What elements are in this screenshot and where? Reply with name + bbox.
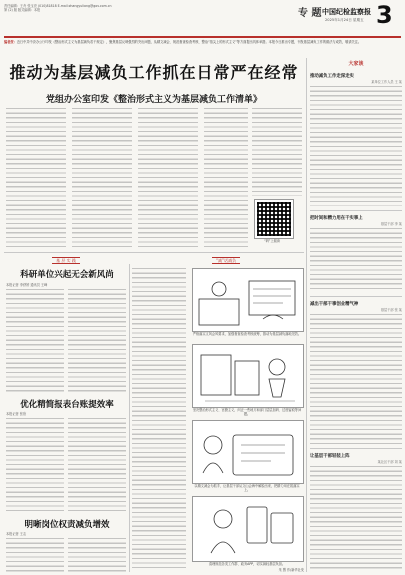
header-meta xyxy=(4,4,164,12)
sidebar-item-3-text xyxy=(310,314,402,444)
main-subhead: 党组办公室印发《整治形式主义为基层减负工作清单》 xyxy=(45,95,262,105)
story-3-title: 明晰岗位权责减负增效 xyxy=(24,520,110,530)
sidebar-rule-1 xyxy=(310,210,402,211)
sidebar xyxy=(310,60,402,572)
qr-caption: “码”上阅读 xyxy=(263,239,281,243)
section-tag-illustration: “减”话减负 xyxy=(166,258,286,264)
cartoon-2-caption: 坚决整治形式主义、官僚主义，纠正一些地方和部门层层加码、过度留痕等问题。 xyxy=(192,408,302,416)
cartoon-4-caption: 清理规范各类工作群、政务APP，切实减轻基层负担。 xyxy=(208,562,286,566)
article-column-5 xyxy=(252,108,302,196)
sidebar-item-3-byline: 基层干部 张 某 xyxy=(380,308,402,312)
section-tag-practice: 基 层 实 践 xyxy=(6,258,126,264)
story-2-col-2 xyxy=(68,418,126,514)
story-2-title: 优化精简报表台账提效率 xyxy=(20,400,114,410)
cartoon-2 xyxy=(192,344,304,408)
sidebar-item-3-title: 减出干部干事创业精气神 xyxy=(310,302,359,307)
article-column-1 xyxy=(6,108,66,248)
story-2-col-1 xyxy=(6,418,64,514)
story-divider xyxy=(129,264,130,572)
page-number: 3 xyxy=(376,1,393,29)
article-column-2 xyxy=(72,108,132,248)
story-3-byline: 本报记者 王志 xyxy=(6,532,27,536)
story-2-byline: 本报记者 张欣 xyxy=(6,412,27,416)
article-column-4 xyxy=(204,108,248,248)
sidebar-rule-3 xyxy=(310,448,402,449)
story-3-col-2 xyxy=(68,538,126,572)
sidebar-item-1-text xyxy=(310,86,402,206)
section-divider xyxy=(4,252,304,253)
cartoon-3-caption: 以精文减会为抓手，让基层干部从文山会海中解脱出来，把精力用在抓落实上。 xyxy=(194,484,300,492)
header-meta-line2: 第 (2) 版 版式编辑：本报 xyxy=(4,8,41,12)
story-1-col-1 xyxy=(6,289,64,395)
sidebar-divider xyxy=(306,58,307,572)
header-rule xyxy=(4,36,401,38)
sidebar-title: 大家谈 xyxy=(348,61,364,67)
main-headline: 推动为基层减负工作抓在日常严在经常 xyxy=(9,63,299,82)
story-middle-column xyxy=(132,268,186,568)
story-3-col-1 xyxy=(6,538,64,572)
cartoon-1-drawing xyxy=(193,269,303,331)
sidebar-item-4-byline: 某社区干部 刘 某 xyxy=(377,460,402,464)
cartoon-3 xyxy=(192,420,304,484)
newspaper-brand: 中国纪检监察报 xyxy=(322,7,371,16)
editor-note-label: 编者按： xyxy=(4,40,17,44)
sidebar-item-4-title: 让基层干部轻装上阵 xyxy=(310,454,350,459)
sidebar-item-4-text xyxy=(310,466,402,570)
sidebar-item-2-text xyxy=(310,228,402,292)
header-meta-line1: 责任编辑：王舟 张玉亮 (010)81818 E-mail:zhangyuliang@gov.com.cn xyxy=(4,4,112,8)
story-1-title: 科研单位兴起无会新风尚 xyxy=(20,270,114,280)
cartoon-3-drawing xyxy=(193,421,303,483)
column-name: 专 题 xyxy=(298,8,322,19)
sidebar-item-1-byline: 某单位工作人员 王 某 xyxy=(371,80,402,84)
qr-code[interactable] xyxy=(255,200,293,238)
issue-date: 2025年1月24日 星期五 xyxy=(325,18,364,22)
editor-note xyxy=(4,40,401,55)
cartoon-credit: 朱 慧 作/新华社发 xyxy=(278,568,304,572)
cartoon-1 xyxy=(192,268,304,332)
story-1-col-2 xyxy=(68,289,126,395)
cartoon-4 xyxy=(192,496,304,562)
sidebar-item-2-title: 把时间和精力用在干实事上 xyxy=(310,216,363,221)
cartoon-4-drawing xyxy=(193,497,303,561)
sidebar-rule-2 xyxy=(310,296,402,297)
sidebar-item-1-title: 推动减负工作走深走实 xyxy=(310,74,354,79)
cartoon-1-caption: 严格落实文风会风要求，加强督查检查考核统筹，推动为基层减负落地见效。 xyxy=(192,332,302,336)
editor-note-text: 近日中共中央办公厅印发《整治形式主义为基层减负若干规定》，聚焦基层反映强烈的突出问题，从精文减会、规范督查检查考核、整治“指尖上的形式主义”等方面提出具体举措。本报今日推出专题，刊发基层减负工作的做法与成效，敬请关注。 xyxy=(16,40,362,44)
cartoon-2-drawing xyxy=(193,345,303,407)
sidebar-item-2-byline: 基层干部 李 某 xyxy=(380,222,402,226)
article-column-3 xyxy=(138,108,198,248)
story-1-byline: 本报记者 李舒婷 通讯员 王峰 xyxy=(6,283,48,287)
page-header xyxy=(0,0,405,40)
